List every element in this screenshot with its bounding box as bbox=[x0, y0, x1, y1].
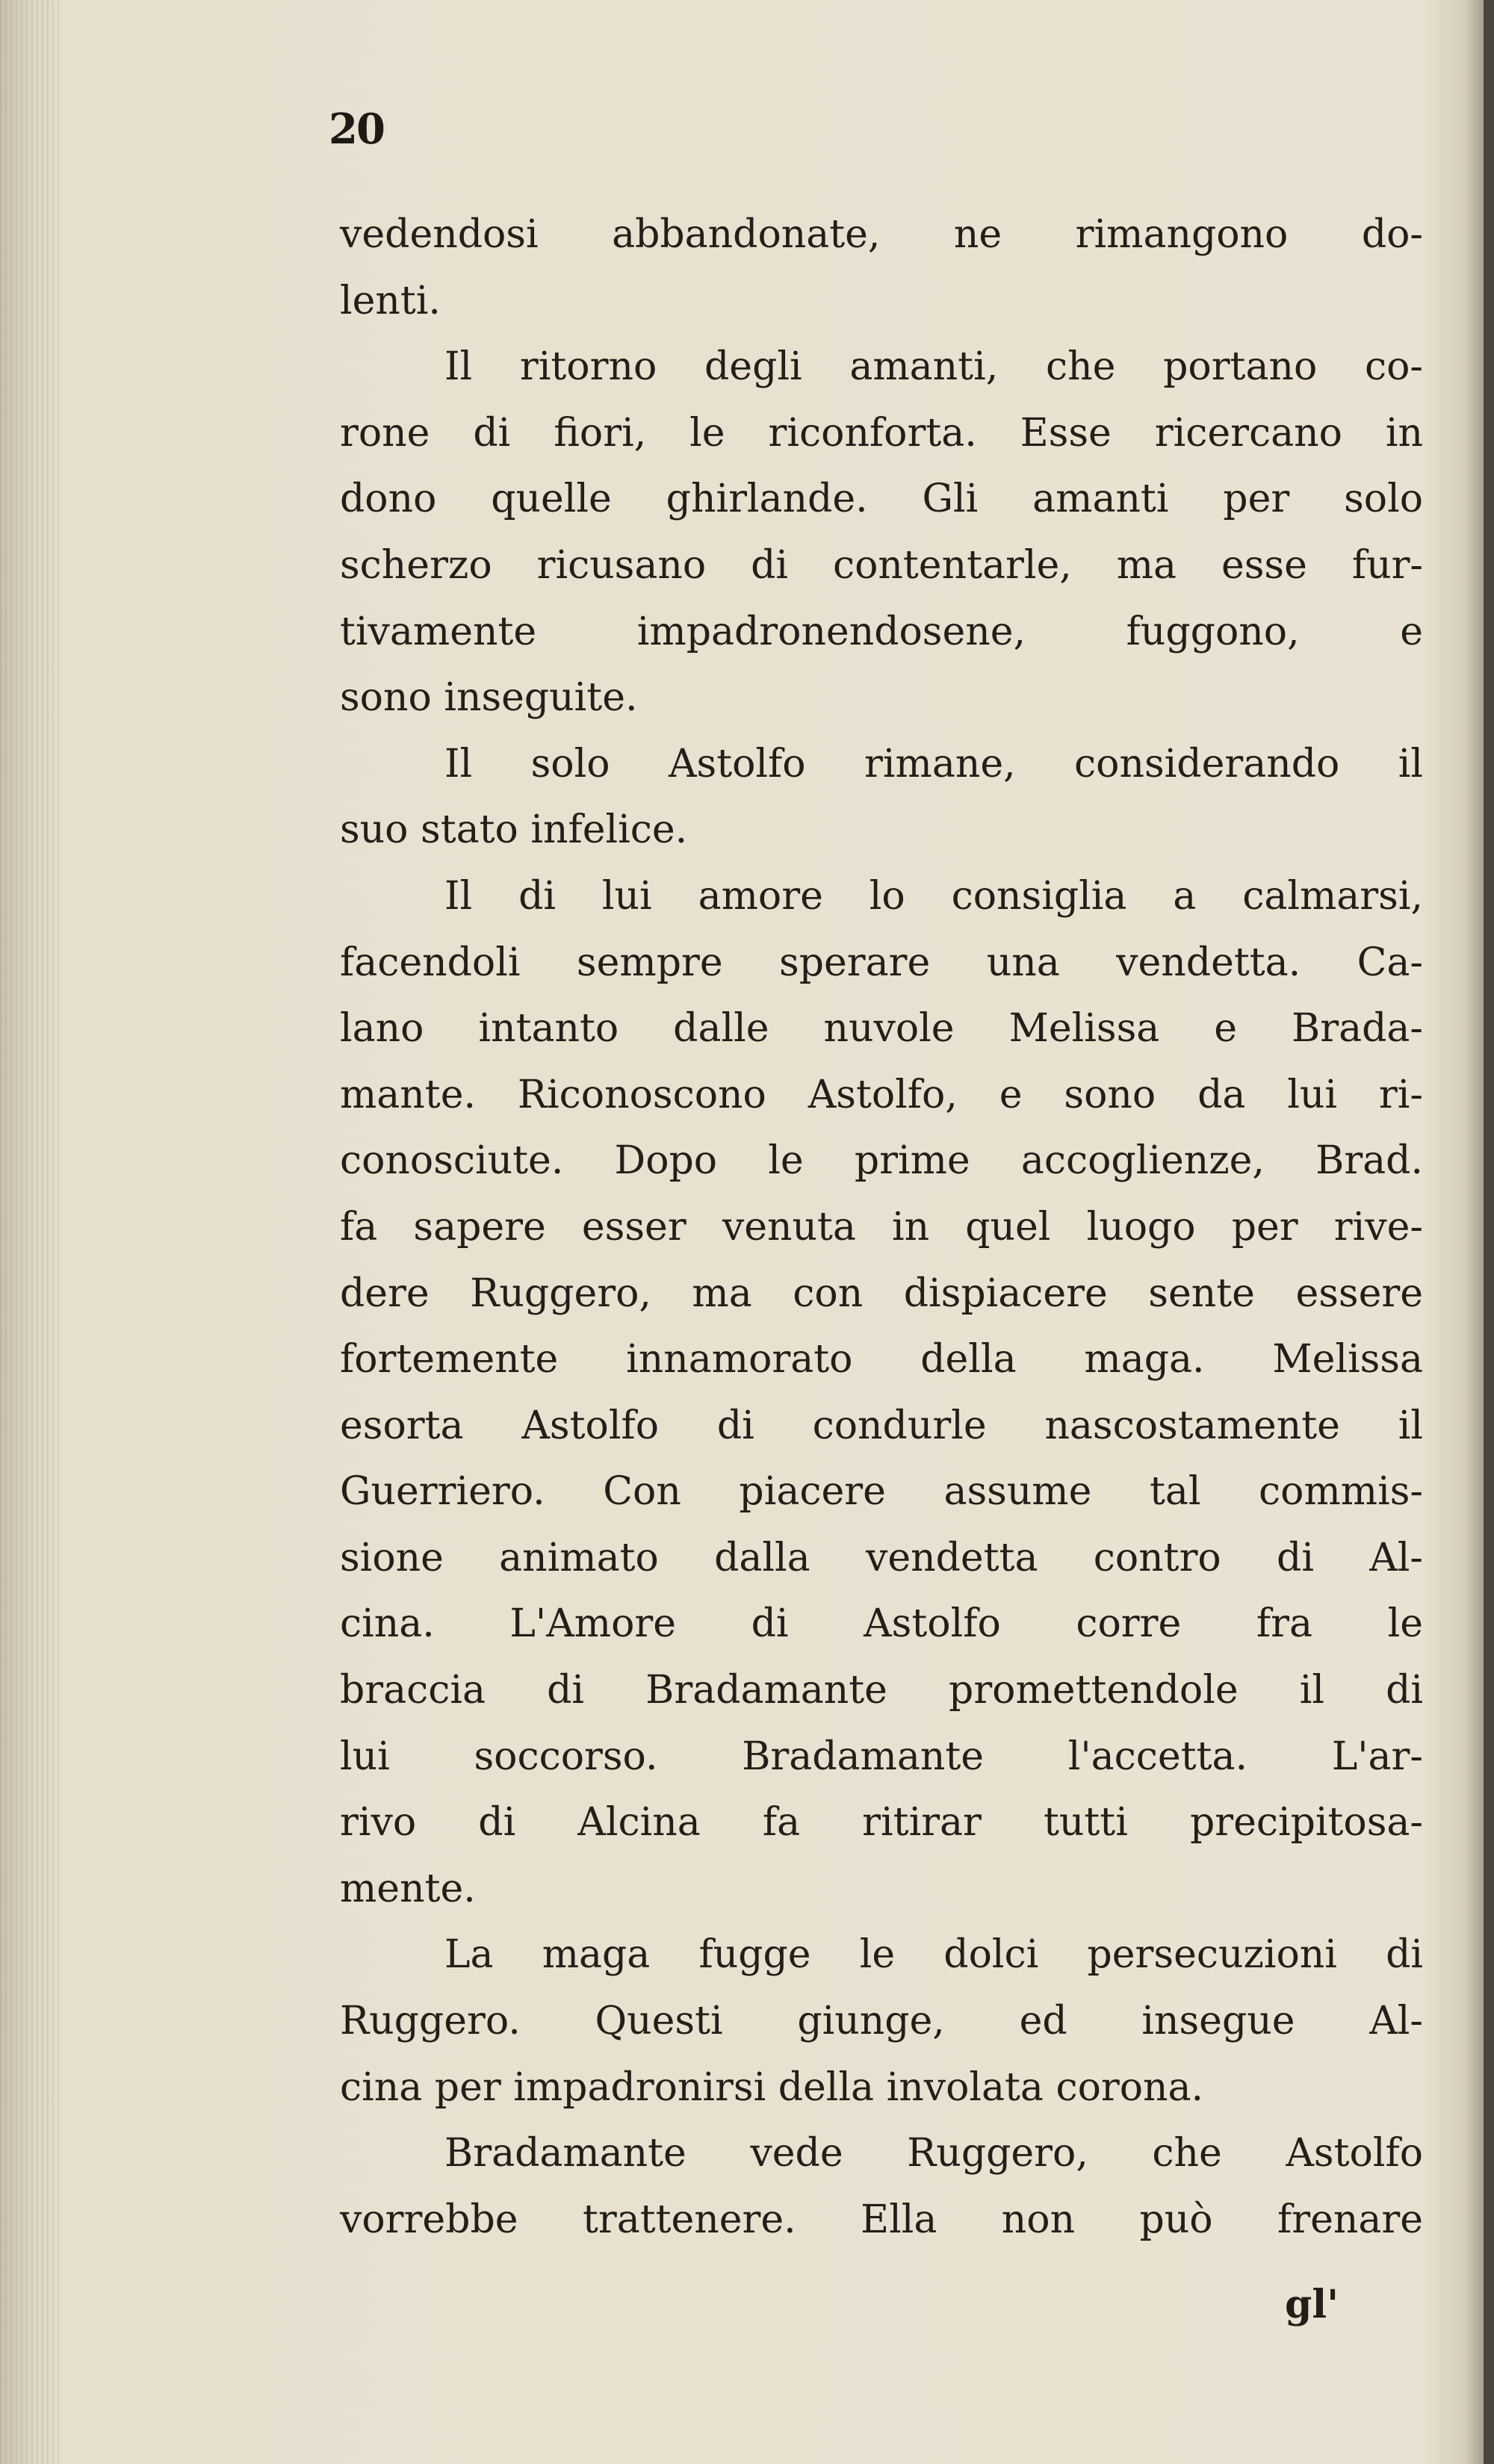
page-edge bbox=[1484, 0, 1494, 2464]
text-line: fa sapere esser venuta in quel luogo per rive- bbox=[340, 1204, 1423, 1250]
text-line: Guerriero. Con piacere assume tal commis- bbox=[340, 1469, 1423, 1515]
text-line: braccia di Bradamante promettendole il di bbox=[340, 1668, 1423, 1713]
text-line: mente. bbox=[340, 1866, 476, 1911]
page-number: 20 bbox=[329, 105, 384, 154]
text-line: Il ritorno degli amanti, che portano co- bbox=[444, 344, 1423, 390]
text-line: vorrebbe trattenere. Ella non può frenare bbox=[340, 2197, 1423, 2242]
text-line: conosciute. Dopo le prime accoglienze, Brad. bbox=[340, 1138, 1423, 1184]
text-line: dono quelle ghirlande. Gli amanti per solo bbox=[340, 477, 1423, 522]
text-line: suo stato infelice. bbox=[340, 807, 688, 853]
text-line: facendoli sempre sperare una vendetta. Ca- bbox=[340, 940, 1423, 985]
catchword: gl' bbox=[1285, 2282, 1339, 2327]
text-line: esorta Astolfo di condurle nascostamente il bbox=[340, 1403, 1423, 1448]
text-line: scherzo ricusano di contentarle, ma esse fur- bbox=[340, 542, 1423, 588]
text-line: Il di lui amore lo consiglia a calmarsi, bbox=[444, 873, 1423, 919]
text-line: cina. L'Amore di Astolfo corre fra le bbox=[340, 1601, 1423, 1647]
body-text bbox=[340, 202, 1423, 2253]
binding-gutter bbox=[0, 0, 60, 2464]
text-line: lenti. bbox=[340, 278, 441, 323]
text-line: rivo di Alcina fa ritirar tutti precipitosa- bbox=[340, 1800, 1423, 1846]
text-line: La maga fugge le dolci persecuzioni di bbox=[444, 1932, 1423, 1978]
text-line: lano intanto dalle nuvole Melissa e Brada- bbox=[340, 1006, 1423, 1052]
text-line: cina per impadronirsi della involata corona. bbox=[340, 2064, 1204, 2110]
text-line: rone di fiori, le riconforta. Esse ricercano in bbox=[340, 410, 1423, 456]
text-line: Ruggero. Questi giunge, ed insegue Al- bbox=[340, 1999, 1423, 2044]
text-line: dere Ruggero, ma con dispiacere sente essere bbox=[340, 1270, 1423, 1316]
text-line: Il solo Astolfo rimane, considerando il bbox=[444, 741, 1423, 786]
text-line: sono inseguite. bbox=[340, 675, 638, 721]
text-line: fortemente innamorato della maga. Melissa bbox=[340, 1337, 1423, 1382]
text-line: vedendosi abbandonate, ne rimangono do- bbox=[340, 212, 1423, 257]
text-line: lui soccorso. Bradamante l'accetta. L'ar- bbox=[340, 1734, 1423, 1779]
text-line: Bradamante vede Ruggero, che Astolfo bbox=[444, 2131, 1423, 2176]
text-line: mante. Riconoscono Astolfo, e sono da lui ri- bbox=[340, 1072, 1423, 1117]
text-line: sione animato dalla vendetta contro di Al- bbox=[340, 1535, 1423, 1580]
text-line: tivamente impadronendosene, fuggono, e bbox=[340, 609, 1423, 654]
